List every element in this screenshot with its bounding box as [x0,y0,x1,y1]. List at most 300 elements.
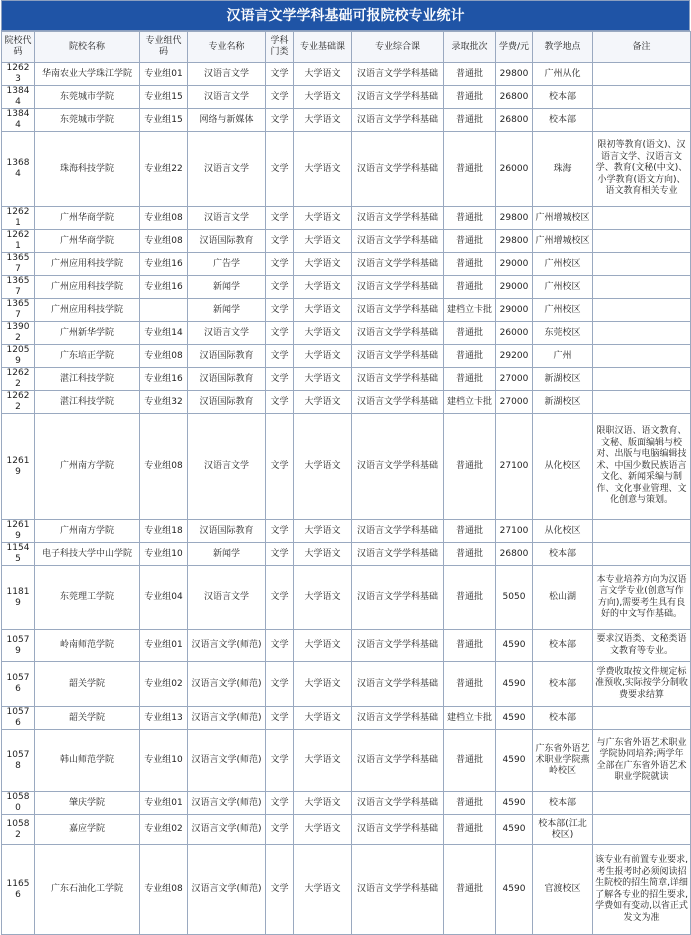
header-batch: 录取批次 [444,32,496,63]
cell-tuition: 29000 [496,299,533,322]
cell-major: 汉语言文学 [188,566,266,630]
table-title: 汉语言文学学科基础可报院校专业统计 [1,0,690,31]
cell-group [140,299,188,322]
cell-comprehensive: 汉语言文学学科基础 [352,543,444,566]
cell-tuition: 27000 [496,391,533,414]
cell-name: 广东培正学院 [35,345,140,368]
cell-tuition: 4590 [496,707,533,730]
cell-location: 从化校区 [533,520,593,543]
cell-name: 东莞城市学院 [35,86,140,109]
cell-basic: 大学语文 [294,132,352,207]
table-row [2,391,691,414]
cell-note [593,276,691,299]
cell-major: 新闻学 [188,276,266,299]
cell-code: 12621 [2,230,35,253]
cell-comprehensive: 汉语言文学学科基础 [352,253,444,276]
cell-basic: 大学语文 [294,662,352,707]
cell-major: 汉语国际教育 [188,368,266,391]
table-row [2,207,691,230]
cell-location: 广州校区 [533,299,593,322]
cell-major: 汉语国际教育 [188,345,266,368]
cell-note: 限职汉语、语文教育、文秘、版面编辑与校对、出版与电脑编辑技术、中国少数民族语言文化、新闻采编与制作、文化事业管理、文化创意与策划。 [593,414,691,520]
table-row [2,566,691,630]
table-row [2,86,691,109]
cell-name: 广东石油化工学院 [35,845,140,935]
table-row [2,322,691,345]
cell-comprehensive: 汉语言文学学科基础 [352,792,444,815]
cell-note [593,230,691,253]
cell-name: 广州南方学院 [35,520,140,543]
cell-batch: 建档立卡批 [444,707,496,730]
cell-batch: 建档立卡批 [444,391,496,414]
cell-note [593,345,691,368]
cell-basic: 大学语文 [294,207,352,230]
cell-major: 汉语言文学 [188,132,266,207]
cell-group: 专业组08 [140,207,188,230]
header-group: 专业组代码 [140,32,188,63]
cell-comprehensive: 汉语言文学学科基础 [352,109,444,132]
cell-name: 东莞城市学院 [35,109,140,132]
cell-comprehensive: 汉语言文学学科基础 [352,86,444,109]
cell-location: 校本部 [533,86,593,109]
cell-note [593,207,691,230]
cell-name: 东莞理工学院 [35,566,140,630]
cell-code: 10579 [2,630,35,662]
cell-location: 广州从化 [533,63,593,86]
cell-name: 韶关学院 [35,707,140,730]
cell-location: 校本部 [533,630,593,662]
cell-group: 专业组14 [140,322,188,345]
cell-category: 文学 [266,730,294,792]
cell-note: 本专业培养方向为汉语言文学专业(创意写作方向),需要考生具有良好的中文写作基础。 [593,566,691,630]
cell-name: 广州南方学院 [35,414,140,520]
cell-location: 校本部 [533,792,593,815]
table-row [2,132,691,207]
cell-name: 湛江科技学院 [35,391,140,414]
cell-category: 文学 [266,520,294,543]
cell-note [593,109,691,132]
cell-major: 汉语言文学(师范) [188,630,266,662]
cell-category: 文学 [266,707,294,730]
cell-batch: 普通批 [444,845,496,935]
cell-major: 新闻学 [188,543,266,566]
cell-comprehensive: 汉语言文学学科基础 [352,730,444,792]
table-row [2,520,691,543]
cell-location: 校本部 [533,707,593,730]
cell-tuition: 4590 [496,662,533,707]
cell-comprehensive: 汉语言文学学科基础 [352,414,444,520]
cell-basic: 大学语文 [294,299,352,322]
cell-tuition: 27000 [496,368,533,391]
cell-basic: 大学语文 [294,63,352,86]
cell-batch: 普通批 [444,132,496,207]
header-note: 备注 [593,32,691,63]
cell-tuition: 29000 [496,276,533,299]
cell-batch: 普通批 [444,207,496,230]
header-tuition: 学费/元 [496,32,533,63]
statistics-table-container [1,0,690,935]
cell-category: 文学 [266,63,294,86]
cell-batch: 普通批 [444,730,496,792]
cell-tuition: 4590 [496,815,533,845]
table-row [2,276,691,299]
cell-code: 13657 [2,299,35,322]
cell-code: 13657 [2,276,35,299]
cell-basic: 大学语文 [294,520,352,543]
cell-name: 电子科技大学中山学院 [35,543,140,566]
cell-category: 文学 [266,132,294,207]
cell-name: 华南农业大学珠江学院 [35,63,140,86]
cell-note [593,707,691,730]
cell-comprehensive: 汉语言文学学科基础 [352,345,444,368]
cell-comprehensive: 汉语言文学学科基础 [352,230,444,253]
cell-note: 与广东省外语艺术职业学院协同培养;两学年全部在广东省外语艺术职业学院就读 [593,730,691,792]
cell-note [593,63,691,86]
table-row [2,792,691,815]
cell-location: 珠海 [533,132,593,207]
cell-comprehensive: 汉语言文学学科基础 [352,566,444,630]
header-location: 教学地点 [533,32,593,63]
cell-basic: 大学语文 [294,345,352,368]
cell-group: 专业组16 [140,368,188,391]
cell-basic: 大学语文 [294,730,352,792]
cell-tuition: 29200 [496,345,533,368]
cell-major: 汉语言文学(师范) [188,707,266,730]
cell-code: 10578 [2,730,35,792]
cell-basic: 大学语文 [294,391,352,414]
cell-name: 广州华商学院 [35,207,140,230]
cell-category: 文学 [266,230,294,253]
table-row [2,730,691,792]
cell-comprehensive: 汉语言文学学科基础 [352,132,444,207]
cell-batch: 普通批 [444,368,496,391]
table-row [2,707,691,730]
cell-note: 该专业有前置专业要求,考生报考时必须阅读招生院校的招生简章,详细了解各专业的招生要求,学费如有变动,以省正式发文为准 [593,845,691,935]
cell-major: 网络与新媒体 [188,109,266,132]
cell-batch: 普通批 [444,520,496,543]
cell-basic: 大学语文 [294,230,352,253]
cell-basic: 大学语文 [294,322,352,345]
cell-tuition: 26800 [496,86,533,109]
cell-name: 湛江科技学院 [35,368,140,391]
cell-note [593,543,691,566]
cell-code: 10580 [2,792,35,815]
cell-major: 汉语国际教育 [188,391,266,414]
table-body [2,63,691,935]
cell-note [593,391,691,414]
cell-tuition: 4590 [496,630,533,662]
statistics-table [1,31,691,935]
cell-code: 13657 [2,253,35,276]
cell-tuition: 26800 [496,543,533,566]
cell-code: 12059 [2,345,35,368]
cell-name: 广州华商学院 [35,230,140,253]
header-major: 专业名称 [188,32,266,63]
cell-note [593,792,691,815]
cell-code: 12622 [2,391,35,414]
table-row [2,543,691,566]
cell-basic: 大学语文 [294,276,352,299]
cell-tuition: 26000 [496,132,533,207]
cell-major: 汉语言文学 [188,414,266,520]
cell-tuition: 29800 [496,230,533,253]
cell-basic: 大学语文 [294,368,352,391]
table-row [2,815,691,845]
cell-location: 新湖校区 [533,368,593,391]
cell-batch: 普通批 [444,792,496,815]
cell-location: 广州增城校区 [533,207,593,230]
cell-batch: 普通批 [444,414,496,520]
cell-major: 汉语国际教育 [188,520,266,543]
cell-batch: 普通批 [444,662,496,707]
cell-major: 汉语言文学 [188,322,266,345]
cell-category: 文学 [266,345,294,368]
cell-location: 广州 [533,345,593,368]
cell-batch: 普通批 [444,322,496,345]
header-comprehensive: 专业综合课 [352,32,444,63]
cell-code: 13844 [2,109,35,132]
header-category: 学科门类 [266,32,294,63]
cell-note [593,253,691,276]
cell-basic: 大学语文 [294,109,352,132]
cell-note [593,299,691,322]
cell-location: 校本部 [533,543,593,566]
cell-name: 珠海科技学院 [35,132,140,207]
cell-group: 专业组04 [140,566,188,630]
header-code: 院校代码 [2,32,35,63]
cell-name: 肇庆学院 [35,792,140,815]
cell-comprehensive: 汉语言文学学科基础 [352,815,444,845]
cell-major: 汉语言文学(师范) [188,845,266,935]
cell-tuition: 27100 [496,520,533,543]
cell-note [593,368,691,391]
cell-basic: 大学语文 [294,792,352,815]
cell-group: 专业组22 [140,132,188,207]
table-row [2,345,691,368]
cell-category: 文学 [266,299,294,322]
cell-code: 10576 [2,662,35,707]
cell-name: 岭南师范学院 [35,630,140,662]
cell-group: 专业组01 [140,63,188,86]
cell-category: 文学 [266,391,294,414]
cell-category: 文学 [266,414,294,520]
cell-code: 11656 [2,845,35,935]
cell-basic: 大学语文 [294,566,352,630]
header-name: 院校名称 [35,32,140,63]
cell-tuition: 29800 [496,207,533,230]
cell-group: 专业组02 [140,662,188,707]
cell-location: 新湖校区 [533,391,593,414]
cell-group: 专业组08 [140,230,188,253]
cell-location: 广州校区 [533,276,593,299]
cell-basic: 大学语文 [294,845,352,935]
cell-major: 汉语言文学 [188,86,266,109]
cell-comprehensive: 汉语言文学学科基础 [352,63,444,86]
cell-basic: 大学语文 [294,707,352,730]
cell-note [593,815,691,845]
cell-batch: 普通批 [444,276,496,299]
cell-category: 文学 [266,368,294,391]
table-row [2,845,691,935]
cell-category: 文学 [266,276,294,299]
cell-code: 12623 [2,63,35,86]
table-row [2,253,691,276]
cell-category: 文学 [266,566,294,630]
cell-comprehensive: 汉语言文学学科基础 [352,368,444,391]
cell-batch: 普通批 [444,630,496,662]
cell-category: 文学 [266,792,294,815]
cell-batch: 普通批 [444,230,496,253]
cell-tuition: 29800 [496,63,533,86]
cell-location: 校本部 [533,109,593,132]
cell-group: 专业组15 [140,109,188,132]
cell-batch: 普通批 [444,63,496,86]
cell-name: 韶关学院 [35,662,140,707]
cell-tuition: 29000 [496,253,533,276]
cell-group: 专业组18 [140,520,188,543]
cell-category: 文学 [266,543,294,566]
table-row [2,630,691,662]
table-row [2,299,691,322]
cell-batch: 普通批 [444,345,496,368]
cell-group: 专业组08 [140,845,188,935]
cell-category: 文学 [266,662,294,707]
cell-note: 限初等教育(语文)、汉语言文学、汉语言文学、教育(文秘(中文)、小学教育(语文方向)、语文教育相关专业 [593,132,691,207]
cell-name: 广州新华学院 [35,322,140,345]
cell-code: 13684 [2,132,35,207]
cell-location: 广东省外语艺术职业学院燕岭校区 [533,730,593,792]
cell-tuition: 4590 [496,845,533,935]
cell-category: 文学 [266,845,294,935]
cell-code: 11545 [2,543,35,566]
cell-basic: 大学语文 [294,86,352,109]
cell-location: 校本部 [533,662,593,707]
cell-group: 专业组08 [140,345,188,368]
cell-batch: 普通批 [444,109,496,132]
cell-major: 汉语国际教育 [188,230,266,253]
cell-batch: 建档立卡批 [444,299,496,322]
cell-note: 学费收取按文件规定标准预收,实际按学分制收费要求结算 [593,662,691,707]
cell-location: 东莞校区 [533,322,593,345]
cell-category: 文学 [266,109,294,132]
cell-name: 韩山师范学院 [35,730,140,792]
cell-basic: 大学语文 [294,815,352,845]
cell-comprehensive: 汉语言文学学科基础 [352,520,444,543]
cell-name: 广州应用科技学院 [35,253,140,276]
cell-location: 松山湖 [533,566,593,630]
cell-group: 专业组13 [140,707,188,730]
cell-code: 10576 [2,707,35,730]
cell-location: 官渡校区 [533,845,593,935]
cell-batch: 普通批 [444,566,496,630]
cell-code: 13902 [2,322,35,345]
cell-batch: 普通批 [444,815,496,845]
cell-code: 12619 [2,520,35,543]
cell-name: 嘉应学院 [35,815,140,845]
cell-tuition: 27100 [496,414,533,520]
cell-name: 广州应用科技学院 [35,299,140,322]
cell-group: 专业组10 [140,730,188,792]
cell-major: 汉语言文学(师范) [188,730,266,792]
cell-comprehensive: 汉语言文学学科基础 [352,322,444,345]
cell-code: 12621 [2,207,35,230]
cell-category: 文学 [266,815,294,845]
cell-group: 专业组16 [140,253,188,276]
cell-batch: 普通批 [444,86,496,109]
cell-code: 10582 [2,815,35,845]
cell-major: 汉语言文学(师范) [188,792,266,815]
cell-name: 广州应用科技学院 [35,276,140,299]
cell-code: 11819 [2,566,35,630]
cell-group: 专业组01 [140,792,188,815]
cell-location: 从化校区 [533,414,593,520]
cell-group: 专业组10 [140,543,188,566]
cell-major: 汉语言文学(师范) [188,815,266,845]
cell-comprehensive: 汉语言文学学科基础 [352,299,444,322]
cell-comprehensive: 汉语言文学学科基础 [352,276,444,299]
table-row [2,109,691,132]
header-basic: 专业基础课 [294,32,352,63]
cell-category: 文学 [266,207,294,230]
cell-major: 广告学 [188,253,266,276]
cell-tuition: 26000 [496,322,533,345]
cell-category: 文学 [266,630,294,662]
cell-basic: 大学语文 [294,543,352,566]
header-row [2,32,691,63]
cell-group: 专业组02 [140,815,188,845]
cell-code: 12622 [2,368,35,391]
cell-group: 专业组32 [140,391,188,414]
cell-location: 广州增城校区 [533,230,593,253]
table-row [2,63,691,86]
cell-basic: 大学语文 [294,630,352,662]
cell-batch: 普通批 [444,543,496,566]
cell-basic: 大学语文 [294,253,352,276]
cell-group: 专业组01 [140,630,188,662]
cell-comprehensive: 汉语言文学学科基础 [352,391,444,414]
cell-note [593,86,691,109]
cell-major: 汉语言文学 [188,63,266,86]
cell-major: 汉语言文学 [188,207,266,230]
cell-note [593,520,691,543]
cell-location: 校本部(江北校区) [533,815,593,845]
cell-group: 专业组08 [140,414,188,520]
table-row [2,368,691,391]
cell-code: 13844 [2,86,35,109]
cell-comprehensive: 汉语言文学学科基础 [352,207,444,230]
table-row [2,662,691,707]
cell-tuition: 4590 [496,792,533,815]
cell-category: 文学 [266,322,294,345]
cell-category: 文学 [266,86,294,109]
cell-major: 汉语言文学(师范) [188,662,266,707]
cell-code: 12619 [2,414,35,520]
cell-note [593,322,691,345]
table-row [2,230,691,253]
cell-major: 新闻学 [188,299,266,322]
cell-category: 文学 [266,253,294,276]
cell-comprehensive: 汉语言文学学科基础 [352,707,444,730]
cell-note: 要求汉语类、文秘类语文教育等专业。 [593,630,691,662]
cell-group: 专业组15 [140,86,188,109]
cell-location: 广州校区 [533,253,593,276]
cell-tuition: 26800 [496,109,533,132]
cell-basic: 大学语文 [294,414,352,520]
cell-comprehensive: 汉语言文学学科基础 [352,845,444,935]
cell-comprehensive: 汉语言文学学科基础 [352,662,444,707]
cell-comprehensive: 汉语言文学学科基础 [352,630,444,662]
cell-batch: 普通批 [444,253,496,276]
